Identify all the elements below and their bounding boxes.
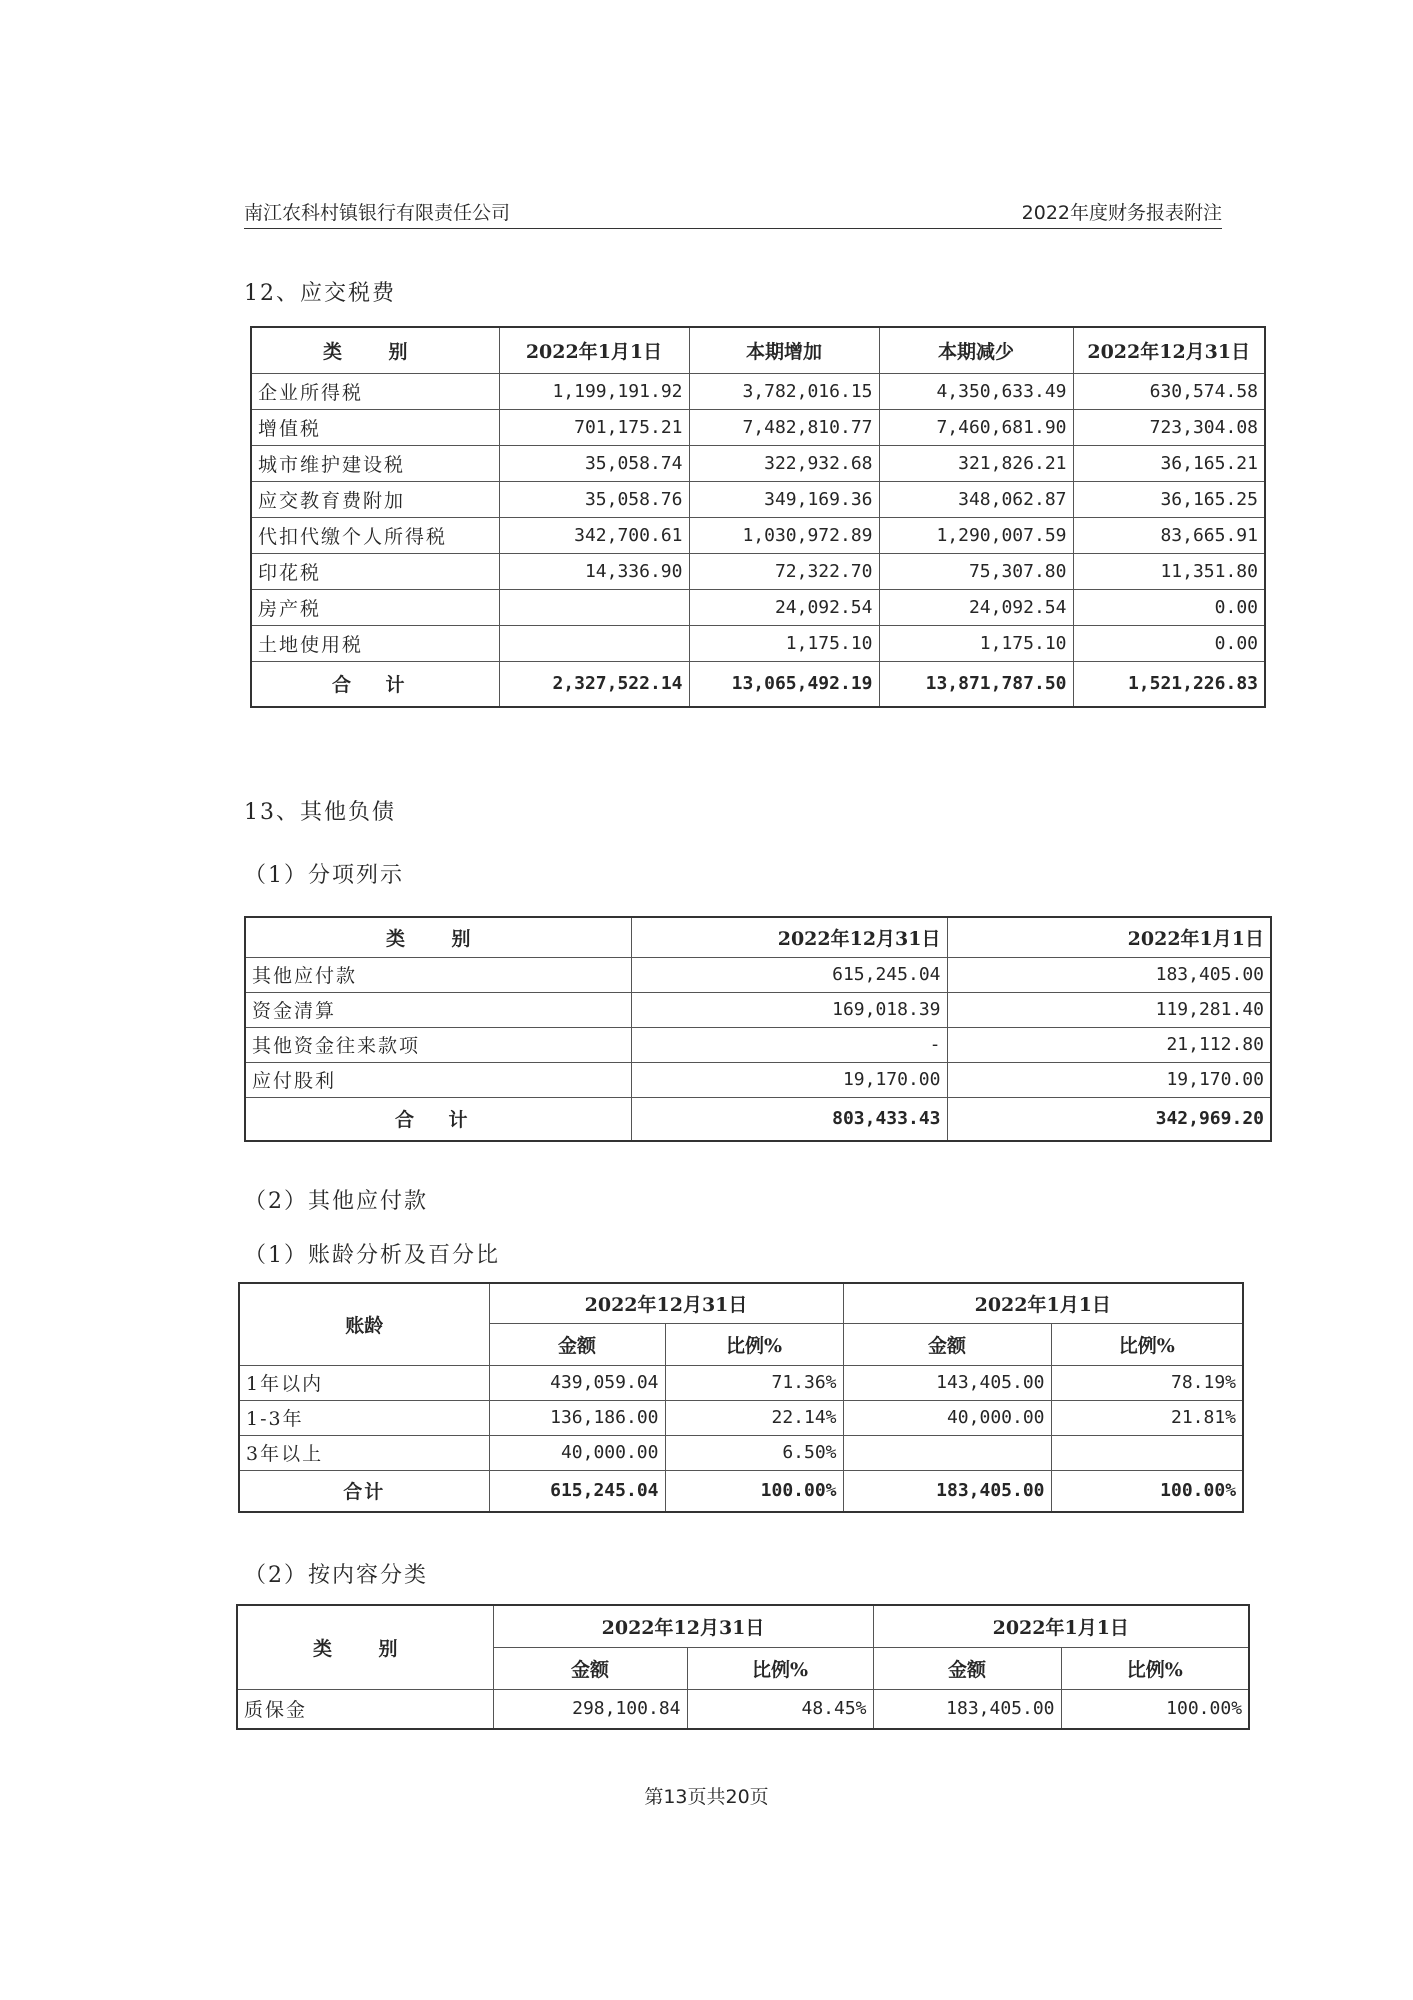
table-row: [251, 553, 1265, 589]
cell-value: 183,405.00: [947, 957, 1271, 992]
cell-value: 22.14%: [665, 1400, 843, 1435]
company-name: 南江农科村镇银行有限责任公司: [244, 202, 511, 224]
cell-value: 1,175.10: [879, 625, 1073, 661]
cell-value: 4,350,633.49: [879, 373, 1073, 409]
aging-corner-header: 账龄: [239, 1283, 489, 1365]
cell-value: 19,170.00: [947, 1062, 1271, 1097]
sub1-title: （1）分项列示: [244, 863, 404, 888]
total-value: 803,433.43: [631, 1097, 947, 1141]
amount-header: 金额: [489, 1323, 665, 1365]
aging-table: [238, 1282, 1244, 1513]
cell-value: 21,112.80: [947, 1027, 1271, 1062]
cell-value: 21.81%: [1051, 1400, 1243, 1435]
aging-header-row-1: [239, 1283, 1243, 1323]
sub2-title: （2）其他应付款: [244, 1189, 428, 1214]
amount-header: 金额: [843, 1323, 1051, 1365]
other-liabilities-table: [244, 916, 1272, 1142]
period-header-closing: 2022年12月31日: [493, 1605, 873, 1647]
total-label: 合 计: [251, 661, 499, 707]
aging-total-row: [239, 1470, 1243, 1512]
table-row: [251, 445, 1265, 481]
taxes-payable-table: [250, 326, 1266, 708]
cell-value: 72,322.70: [689, 553, 879, 589]
cell-value: 100.00%: [1061, 1689, 1249, 1729]
col-header-closing: 2022年12月31日: [1073, 327, 1265, 373]
cell-value: 439,059.04: [489, 1365, 665, 1400]
row-label: 代扣代缴个人所得税: [251, 517, 499, 553]
page-number: 第13页共20页: [644, 1786, 769, 1808]
cell-value: 0.00: [1073, 625, 1265, 661]
row-label: 应交教育费附加: [251, 481, 499, 517]
row-label: 3年以上: [239, 1435, 489, 1470]
ratio-header: 比例%: [1051, 1323, 1243, 1365]
total-value: 100.00%: [665, 1470, 843, 1512]
ratio-header: 比例%: [687, 1647, 873, 1689]
cell-value: -: [631, 1027, 947, 1062]
cell-value: 169,018.39: [631, 992, 947, 1027]
total-value: 13,065,492.19: [689, 661, 879, 707]
total-value: 615,245.04: [489, 1470, 665, 1512]
row-label: 资金清算: [245, 992, 631, 1027]
cell-value: 1,290,007.59: [879, 517, 1073, 553]
period-header-opening: 2022年1月1日: [843, 1283, 1243, 1323]
table-row: [251, 589, 1265, 625]
table-row: [251, 373, 1265, 409]
table-row: [251, 481, 1265, 517]
table-row: [251, 517, 1265, 553]
col-header-decrease: 本期减少: [879, 327, 1073, 373]
cell-value: 136,186.00: [489, 1400, 665, 1435]
cell-value: 3,782,016.15: [689, 373, 879, 409]
taxes-header-row: [251, 327, 1265, 373]
aging-title: （1）账龄分析及百分比: [244, 1243, 500, 1268]
row-label: 印花税: [251, 553, 499, 589]
table-row: [239, 1435, 1243, 1470]
cell-value: 1,030,972.89: [689, 517, 879, 553]
period-header-opening: 2022年1月1日: [873, 1605, 1249, 1647]
row-label: 质保金: [237, 1689, 493, 1729]
taxes-total-row: [251, 661, 1265, 707]
cell-value: 83,665.91: [1073, 517, 1265, 553]
cell-value: 35,058.74: [499, 445, 689, 481]
cell-value: 78.19%: [1051, 1365, 1243, 1400]
cell-value: 24,092.54: [689, 589, 879, 625]
cell-value: 630,574.58: [1073, 373, 1265, 409]
cell-value: 1,175.10: [689, 625, 879, 661]
cell-value: 19,170.00: [631, 1062, 947, 1097]
table-row: [239, 1365, 1243, 1400]
amount-header: 金额: [873, 1647, 1061, 1689]
row-label: 其他应付款: [245, 957, 631, 992]
cell-value: [1051, 1435, 1243, 1470]
cell-value: 36,165.21: [1073, 445, 1265, 481]
content-classification-table: [236, 1604, 1250, 1730]
cell-value: [499, 625, 689, 661]
cell-value: 24,092.54: [879, 589, 1073, 625]
cell-value: 701,175.21: [499, 409, 689, 445]
cell-value: 298,100.84: [493, 1689, 687, 1729]
row-label: 企业所得税: [251, 373, 499, 409]
table-row: [251, 409, 1265, 445]
col-header-opening: 2022年1月1日: [947, 917, 1271, 957]
cell-value: 349,169.36: [689, 481, 879, 517]
cell-value: 1,199,191.92: [499, 373, 689, 409]
col-header-category: 类 别: [251, 327, 499, 373]
total-label: 合计: [239, 1470, 489, 1512]
table-row: [239, 1400, 1243, 1435]
cell-value: 7,460,681.90: [879, 409, 1073, 445]
table-row: [237, 1689, 1249, 1729]
cell-value: 723,304.08: [1073, 409, 1265, 445]
total-value: 183,405.00: [843, 1470, 1051, 1512]
row-label: 其他资金往来款项: [245, 1027, 631, 1062]
cell-value: 322,932.68: [689, 445, 879, 481]
total-value: 1,521,226.83: [1073, 661, 1265, 707]
table-row: [245, 957, 1271, 992]
content-corner-header: 类 别: [237, 1605, 493, 1689]
total-value: 342,969.20: [947, 1097, 1271, 1141]
row-label: 城市维护建设税: [251, 445, 499, 481]
col-header-category: 类 别: [245, 917, 631, 957]
row-label: 土地使用税: [251, 625, 499, 661]
col-header-closing: 2022年12月31日: [631, 917, 947, 957]
total-value: 13,871,787.50: [879, 661, 1073, 707]
ratio-header: 比例%: [665, 1323, 843, 1365]
cell-value: 615,245.04: [631, 957, 947, 992]
row-label: 增值税: [251, 409, 499, 445]
cell-value: 40,000.00: [489, 1435, 665, 1470]
total-value: 100.00%: [1051, 1470, 1243, 1512]
cell-value: [499, 589, 689, 625]
cell-value: [843, 1435, 1051, 1470]
cell-value: 11,351.80: [1073, 553, 1265, 589]
total-value: 2,327,522.14: [499, 661, 689, 707]
table-row: [251, 625, 1265, 661]
table-row: [245, 1027, 1271, 1062]
cell-value: 35,058.76: [499, 481, 689, 517]
col-header-opening: 2022年1月1日: [499, 327, 689, 373]
row-label: 应付股利: [245, 1062, 631, 1097]
cell-value: 40,000.00: [843, 1400, 1051, 1435]
section-13-title: 13、其他负债: [244, 800, 396, 825]
cell-value: 143,405.00: [843, 1365, 1051, 1400]
row-label: 房产税: [251, 589, 499, 625]
col-header-increase: 本期增加: [689, 327, 879, 373]
table-row: [245, 992, 1271, 1027]
other-liabilities-total-row: [245, 1097, 1271, 1141]
cell-value: 0.00: [1073, 589, 1265, 625]
report-title: 2022年度财务报表附注: [1021, 202, 1222, 224]
cell-value: 342,700.61: [499, 517, 689, 553]
total-label: 合 计: [245, 1097, 631, 1141]
cell-value: 7,482,810.77: [689, 409, 879, 445]
amount-header: 金额: [493, 1647, 687, 1689]
content-header-row-1: [237, 1605, 1249, 1647]
section-12-title: 12、应交税费: [244, 281, 396, 306]
row-label: 1-3年: [239, 1400, 489, 1435]
page-header: [244, 202, 1222, 229]
cell-value: 321,826.21: [879, 445, 1073, 481]
cell-value: 6.50%: [665, 1435, 843, 1470]
cell-value: 36,165.25: [1073, 481, 1265, 517]
row-label: 1年以内: [239, 1365, 489, 1400]
ratio-header: 比例%: [1061, 1647, 1249, 1689]
cell-value: 183,405.00: [873, 1689, 1061, 1729]
cell-value: 119,281.40: [947, 992, 1271, 1027]
cell-value: 14,336.90: [499, 553, 689, 589]
content-title: （2）按内容分类: [244, 1563, 428, 1588]
period-header-closing: 2022年12月31日: [489, 1283, 843, 1323]
cell-value: 348,062.87: [879, 481, 1073, 517]
table-row: [245, 1062, 1271, 1097]
cell-value: 75,307.80: [879, 553, 1073, 589]
cell-value: 48.45%: [687, 1689, 873, 1729]
cell-value: 71.36%: [665, 1365, 843, 1400]
other-liabilities-header-row: [245, 917, 1271, 957]
